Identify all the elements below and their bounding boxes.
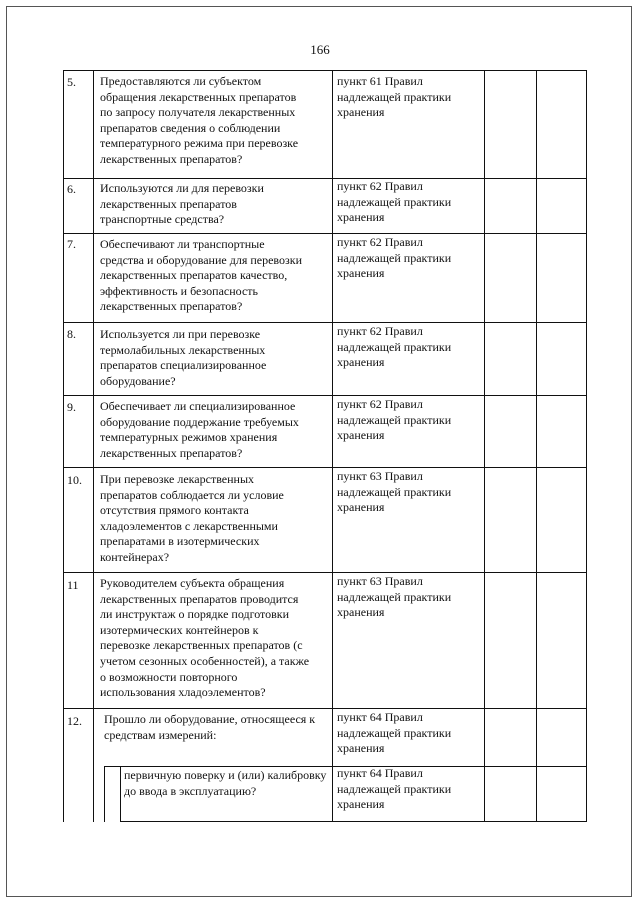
row-question: Обеспечивает ли специализированное оборудование поддержание требуемых температурных режимов хранения лекарственных препаратов? bbox=[100, 399, 299, 460]
col-border-right bbox=[586, 70, 587, 822]
col-border-left bbox=[63, 70, 64, 822]
row-number: 10. bbox=[67, 473, 82, 487]
col-border-question bbox=[332, 70, 333, 822]
row-border-10 bbox=[63, 467, 587, 468]
row-question: Прошло ли оборудование, относящееся к средствам измерений: bbox=[104, 712, 316, 742]
row-question: При перевозке лекарственных препаратов соблюдается ли условие отсутствия прямого контакта хладоэлементов с лекарственными препаратами в изотермических контейнерах? bbox=[100, 472, 284, 564]
page-number: 166 bbox=[310, 42, 330, 57]
subrow-question: первичную поверку и (или) калибровку до ввода в эксплуатацию? bbox=[124, 768, 327, 798]
row-border-top bbox=[63, 70, 587, 71]
row-number: 11 bbox=[67, 578, 79, 592]
row-number: 12. bbox=[67, 714, 82, 728]
subrow-border-inner bbox=[120, 766, 121, 822]
row-reference: пункт 62 Правил надлежащей практики хранения bbox=[337, 324, 452, 370]
col-border-yes bbox=[536, 70, 537, 822]
row-reference: пункт 62 Правил надлежащей практики хранения bbox=[337, 235, 452, 281]
row-number: 6. bbox=[67, 182, 76, 196]
row-border-6 bbox=[63, 178, 587, 179]
row-number: 7. bbox=[67, 237, 76, 251]
row-reference: пункт 63 Правил надлежащей практики хранения bbox=[337, 469, 452, 515]
row-border-11 bbox=[63, 572, 587, 573]
row-reference: пункт 61 Правил надлежащей практики хранения bbox=[337, 74, 452, 120]
row-number: 8. bbox=[67, 327, 76, 341]
col-border-num bbox=[93, 70, 94, 822]
row-number: 5. bbox=[67, 75, 76, 89]
row-question: Используются ли для перевозки лекарственных препаратов транспортные средства? bbox=[100, 181, 264, 227]
col-border-reference bbox=[484, 70, 485, 822]
row-reference: пункт 62 Правил надлежащей практики хранения bbox=[337, 397, 452, 443]
row-border-7 bbox=[63, 233, 587, 234]
subrow-reference: пункт 64 Правил надлежащей практики хранения bbox=[337, 766, 452, 812]
row-question: Используется ли при перевозке термолабильных лекарственных препаратов специализированное оборудование? bbox=[100, 327, 267, 388]
row-question: Предоставляются ли субъектом обращения лекарственных препаратов по запросу получателя лекарственных препаратов сведения о соблюдении температурного режима при перевозке лекарственных препаратов? bbox=[100, 74, 299, 166]
row-question: Обеспечивают ли транспортные средства и оборудование для перевозки лекарственных препаратов качество, эффективность и безопасность лекарственных препаратов? bbox=[100, 237, 302, 314]
subrow-border-bottom bbox=[120, 821, 587, 822]
row-question: Руководителем субъекта обращения лекарственных препаратов проводится ли инструктаж о порядке подготовки изотермических контейнеров к перевозке лекарственных препаратов (с учетом сезонных особенностей), а также о возможности повторного использования хладоэлементов? bbox=[100, 576, 310, 700]
subrow-border-outer bbox=[104, 766, 105, 822]
row-reference: пункт 62 Правил надлежащей практики хранения bbox=[337, 179, 452, 225]
row-border-12 bbox=[63, 708, 587, 709]
row-reference: пункт 63 Правил надлежащей практики хранения bbox=[337, 574, 452, 620]
row-number: 9. bbox=[67, 400, 76, 414]
row-border-8 bbox=[63, 322, 587, 323]
row-reference: пункт 64 Правил надлежащей практики хранения bbox=[337, 710, 452, 756]
row-border-9 bbox=[63, 395, 587, 396]
